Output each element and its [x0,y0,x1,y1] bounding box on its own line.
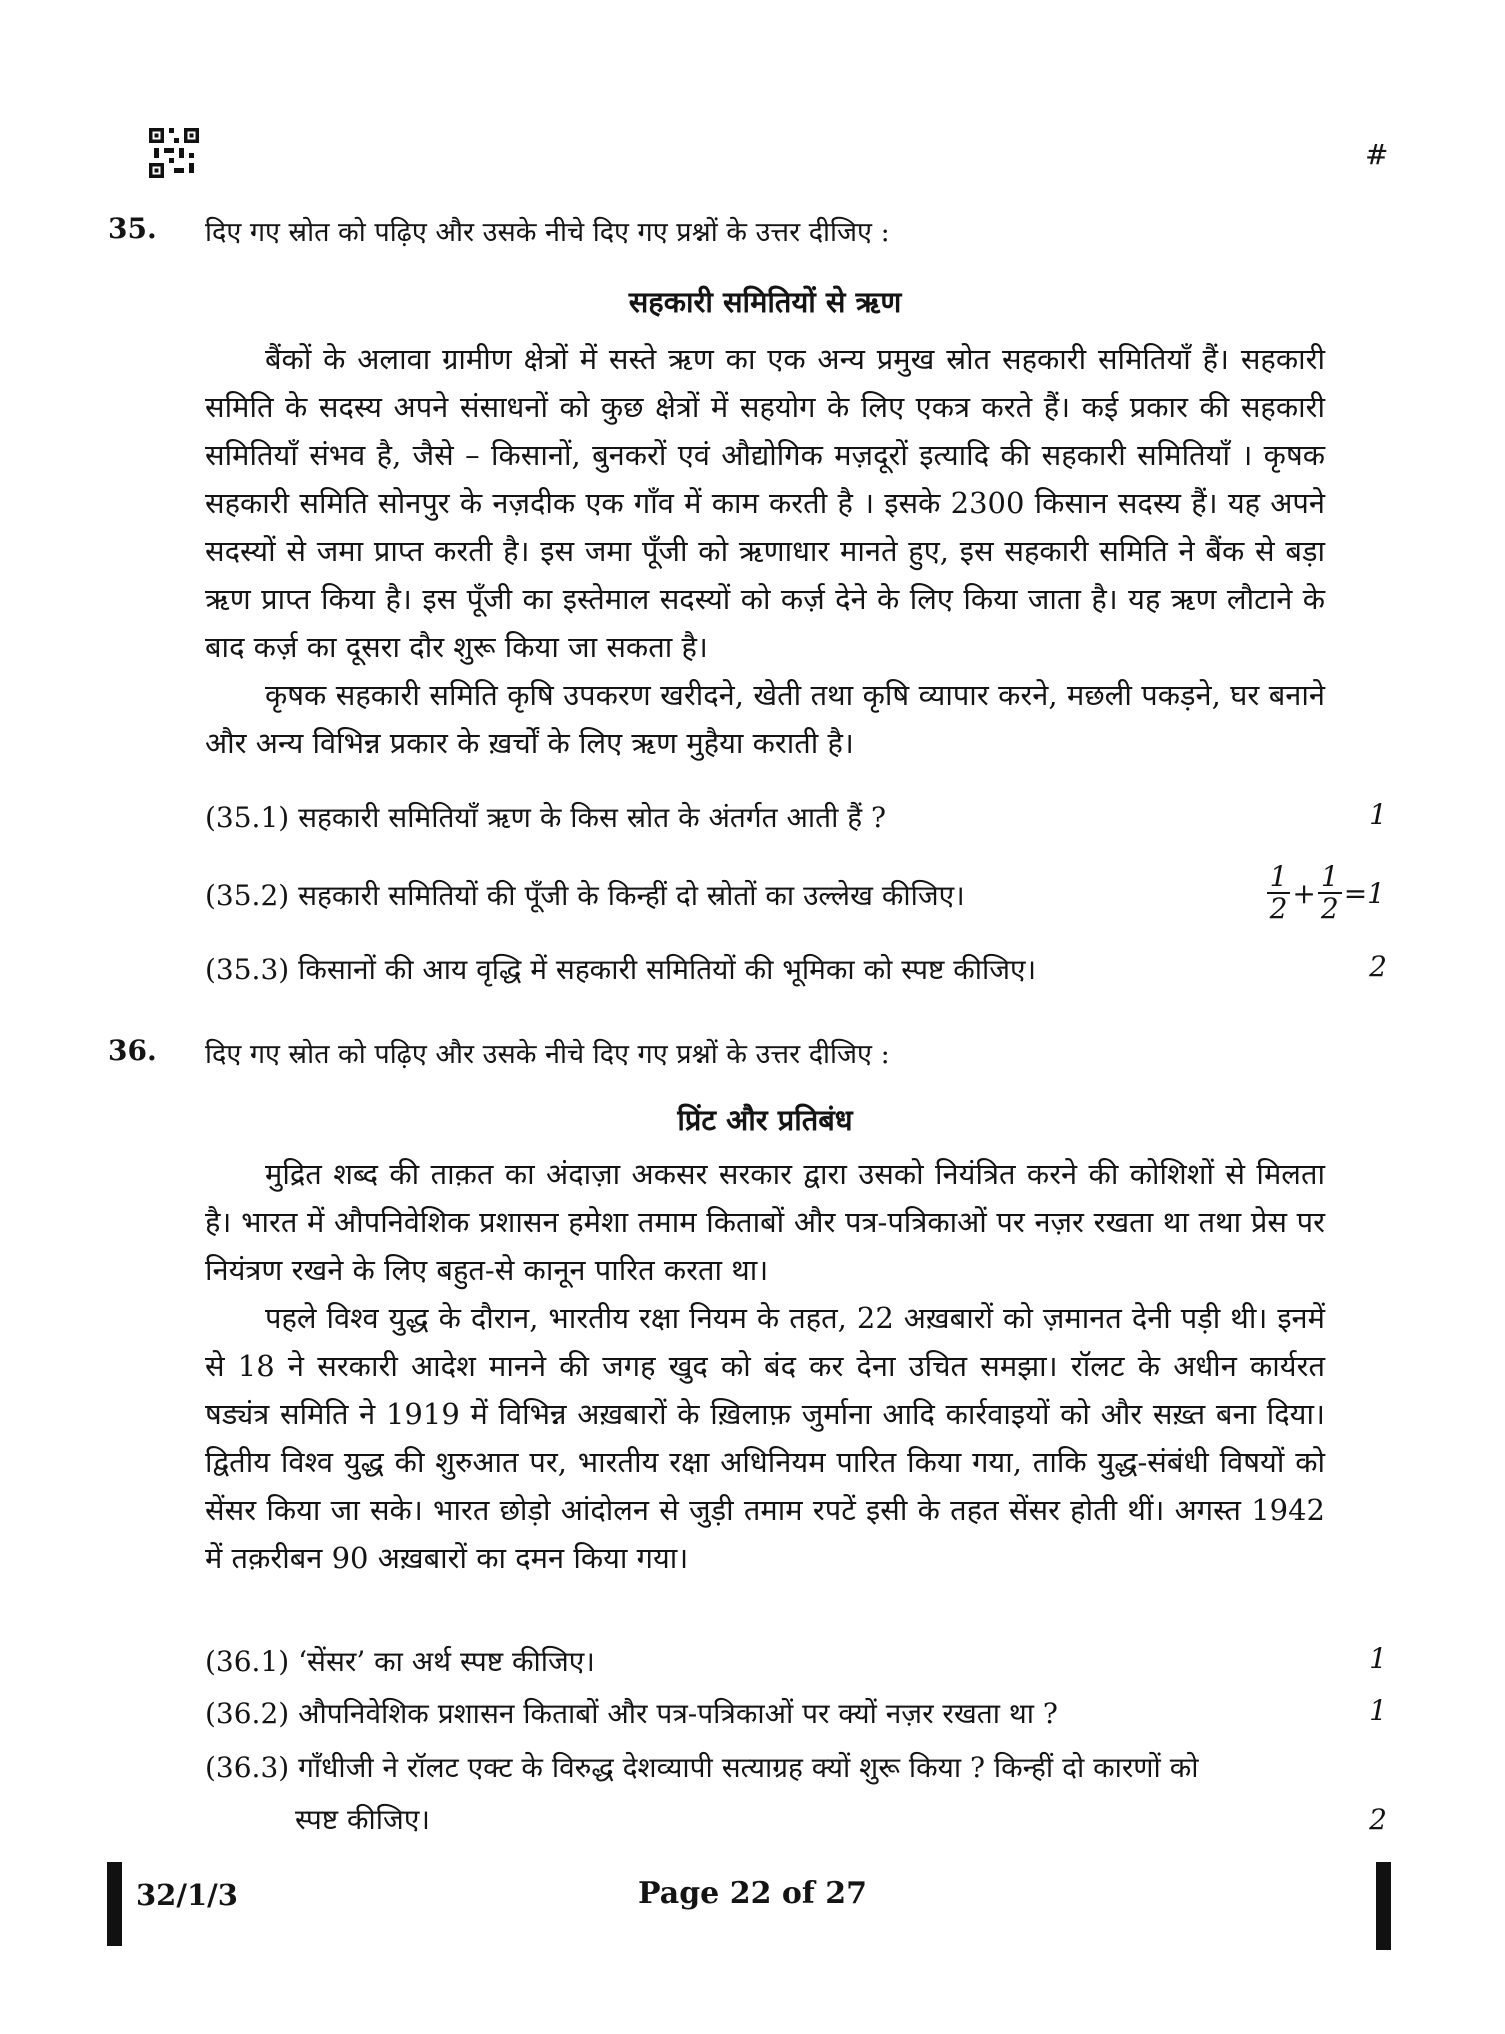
question-35-number: 35. [108,212,157,245]
sub-question-code: (35.3) [205,953,290,986]
sub-question-code: (36.1) [205,1645,290,1678]
sub-question-36-1 [205,1642,1325,1680]
sub-question-code: (36.2) [205,1697,290,1730]
sub-question-text: सहकारी समितियों की पूँजी के किन्हीं दो स्रोतों का उल्लेख कीजिए। [298,879,965,912]
page-number: Page 22 of 27 [638,1876,867,1911]
marks-36-3: 2 [1369,1803,1387,1836]
page-hash-mark: # [1365,138,1389,171]
sub-question-35-3 [205,950,1325,988]
question-35-instruction: दिए गए स्रोत को पढ़िए और उसके नीचे दिए गए प्रश्नों के उत्तर दीजिए : [205,217,890,248]
marks-35-2: $\frac{1}{2}$ + $\frac{1}{2}$ =1 [1267,862,1387,924]
sub-question-code: (36.3) [205,1751,290,1784]
question-35-title: सहकारी समितियों से ऋण [628,285,902,319]
fraction-half: $\frac{1}{2}$ [1318,862,1342,924]
fraction-half: $\frac{1}{2}$ [1267,862,1291,924]
sub-question-36-3 [205,1748,1325,1786]
footer-right-bar [1376,1862,1391,1950]
marks-36-1: 1 [1369,1642,1387,1675]
sub-question-text: औपनिवेशिक प्रशासन किताबों और पत्र-पत्रिकाओं पर क्यों नज़र रखता था ? [298,1697,1058,1730]
sub-question-text: ‘सेंसर’ का अर्थ स्पष्ट कीजिए। [298,1645,595,1678]
question-36-para-2: पहले विश्व युद्ध के दौरान, भारतीय रक्षा नियम के तहत, 22 अख़बारों को ज़मानत देनी पड़ी थी। इनमें से 18 ने सरकारी आदेश मानने की जगह खुद को बंद कर देना उचित समझा। रॉलट के अधीन कार्यरत षड्यंत्र समिति ने 1919 में विभिन्न अख़बारों के ख़िलाफ़ जुर्माना आदि कार्रवाइयों को और सख़्त बना दिया। द्वितीय विश्व युद्ध की शुरुआत पर, भारतीय रक्षा अधिनियम पारित किया गया, ताकि युद्ध-संबंधी विषयों को सेंसर किया जा सके। भारत छोड़ो आंदोलन से जुड़ी तमाम रपटें इसी के तहत सेंसर होती थीं। अगस्त 1942 में तक़रीबन 90 अख़बारों का दमन किया गया। [205,1301,1325,1575]
sub-question-text: गाँधीजी ने रॉलट एक्ट के विरुद्ध देशव्यापी सत्याग्रह क्यों शुरू किया ? किन्हीं दो कारणों को [298,1751,1199,1784]
question-35-para-2: कृषक सहकारी समिति कृषि उपकरण खरीदने, खेती तथा कृषि व्यापार करने, मछली पकड़ने, घर बनाने और अन्य विभिन्न प्रकार के ख़र्चों के लिए ऋण मुहैया कराती है। [205,678,1325,760]
marks-35-1: 1 [1369,798,1387,831]
marks-35-3: 2 [1369,950,1387,983]
paper-code: 32/1/3 [136,1878,238,1912]
sub-question-code: (35.1) [205,801,290,834]
sub-question-36-3-continued: स्पष्ट कीजिए। [295,1803,430,1836]
question-36-title: प्रिंट और प्रतिबंध [677,1103,853,1137]
sub-question-text: किसानों की आय वृद्धि में सहकारी समितियों की भूमिका को स्पष्ट कीजिए। [298,953,1037,986]
sub-question-35-2 [205,876,1325,914]
question-36-number: 36. [108,1034,157,1067]
question-36-instruction: दिए गए स्रोत को पढ़िए और उसके नीचे दिए गए प्रश्नों के उत्तर दीजिए : [205,1039,890,1070]
qr-code-icon [149,128,199,178]
question-35-para-1: बैंकों के अलावा ग्रामीण क्षेत्रों में सस्ते ऋण का एक अन्य प्रमुख स्रोत सहकारी समितियाँ हैं। सहकारी समिति के सदस्य अपने संसाधनों को कुछ क्षेत्रों में सहयोग के लिए एकत्र करते हैं। कई प्रकार की सहकारी समितियाँ संभव है, जैसे – किसानों, बुनकरों एवं औद्योगिक मज़दूरों इत्यादि की सहकारी समितियाँ । कृषक सहकारी समिति सोनपुर के नज़दीक एक गाँव में काम करती है । इसके 2300 किसान सदस्य हैं। यह अपने सदस्यों से जमा प्राप्त करती है। इस जमा पूँजी को ऋणाधार मानते हुए, इस सहकारी समिति ने बैंक से बड़ा ऋण प्राप्त किया है। इस पूँजी का इस्तेमाल सदस्यों को कर्ज़ देने के लिए किया जाता है। यह ऋण लौटाने के बाद कर्ज़ का दूसरा दौर शुरू किया जा सकता है। [205,342,1325,664]
sub-question-36-2 [205,1694,1325,1732]
question-35-source [205,335,1325,767]
sub-question-35-1 [205,798,1325,836]
marks-36-2: 1 [1369,1694,1387,1727]
sub-question-code: (35.2) [205,879,290,912]
sub-question-text: सहकारी समितियाँ ऋण के किस स्रोत के अंतर्गत आती हैं ? [298,801,887,834]
question-36-source [205,1150,1325,1582]
question-36-para-1: मुद्रित शब्द की ताक़त का अंदाज़ा अकसर सरकार द्वारा उसको नियंत्रित करने की कोशिशों से मिलता है। भारत में औपनिवेशिक प्रशासन हमेशा तमाम किताबों और पत्र-पत्रिकाओं पर नज़र रखता था तथा प्रेस पर नियंत्रण रखने के लिए बहुत-से कानून पारित करता था। [205,1157,1325,1287]
